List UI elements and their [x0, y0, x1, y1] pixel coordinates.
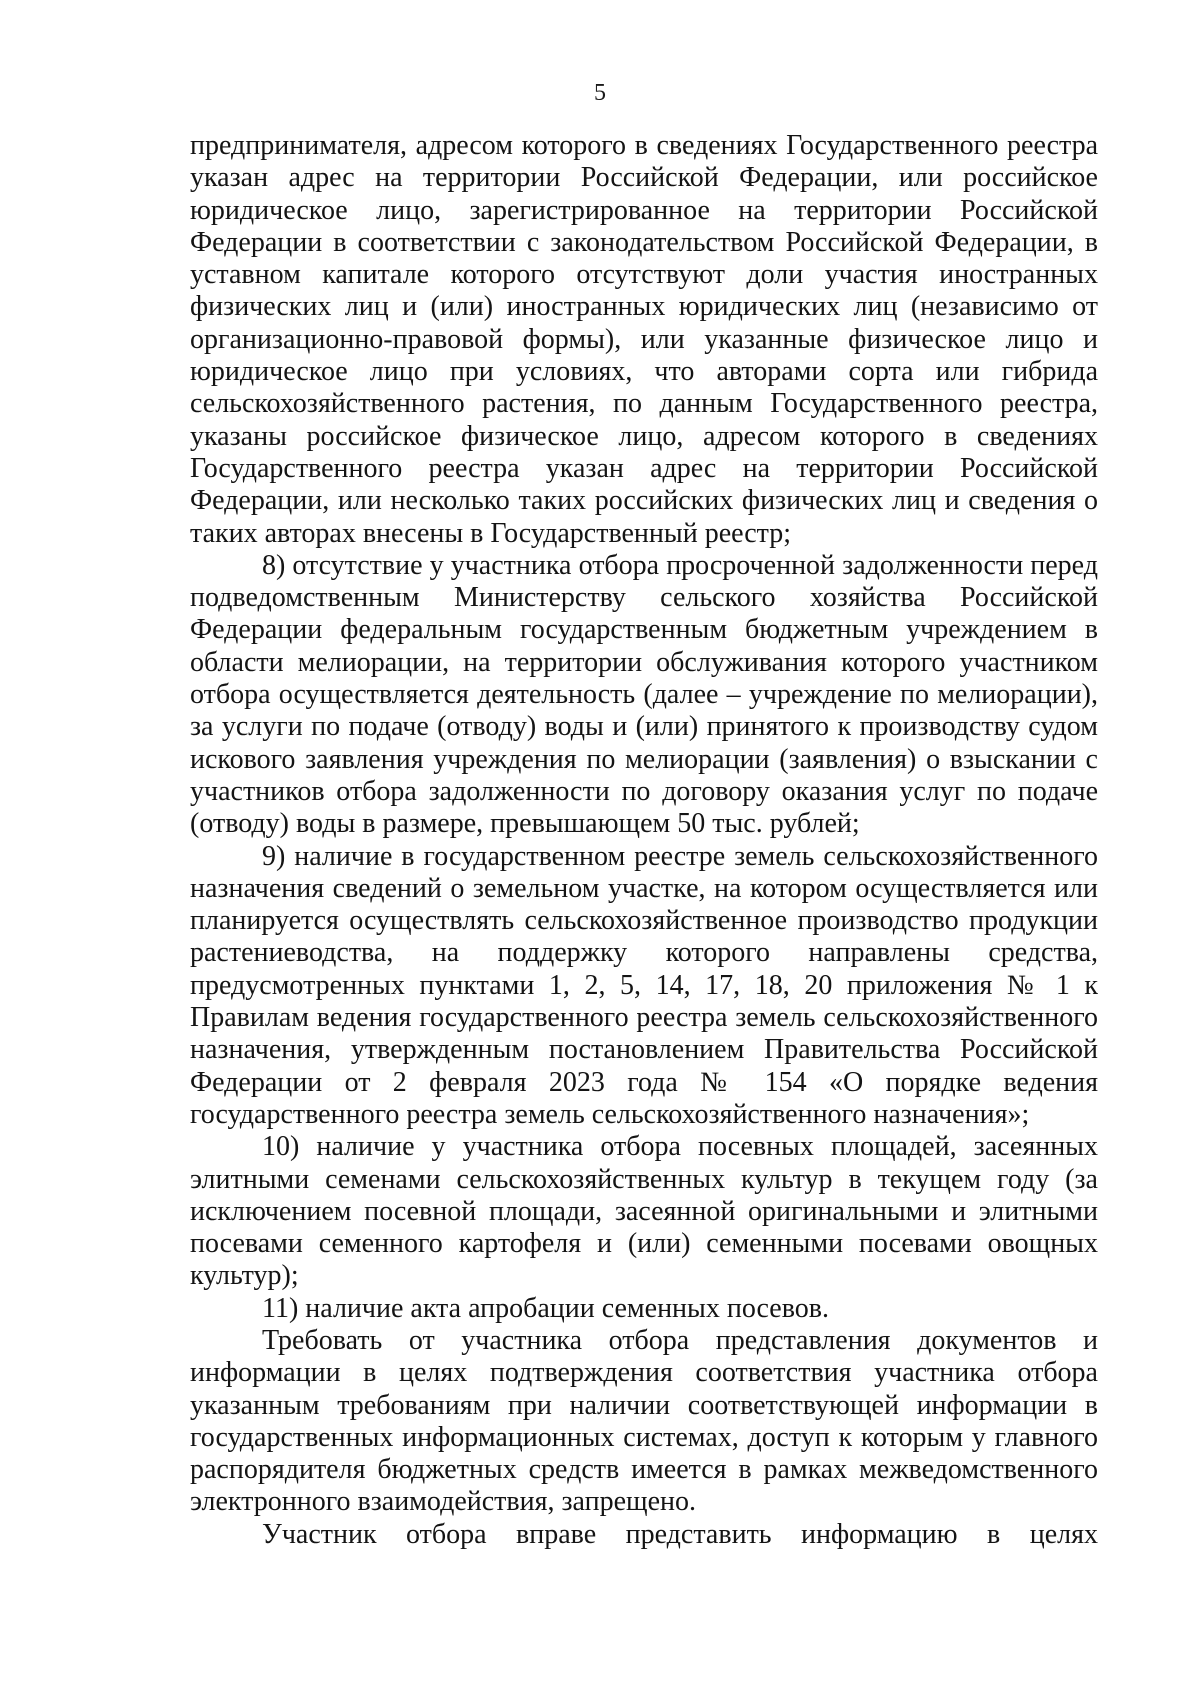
- page-number: 5: [594, 80, 606, 106]
- paragraph-item-10: 10) наличие у участника отбора посевных площадей, засеянных элитными семенами сельскохозяйственных культур в текущем году (за исключением посевной площади, засеянной оригинальными и элитными посевами семенного картофеля и (или) семенными посевами овощных культур);: [190, 1131, 1098, 1292]
- paragraph-item-11: 11) наличие акта апробации семенных посевов.: [262, 1292, 829, 1324]
- paragraph-item-8: 8) отсутствие у участника отбора просроченной задолженности перед подведомственным Министерству сельского хозяйства Российской Федерации федеральным государственным бюджетным учреждением в области мелиорации, на территории обслуживания которого участником отбора осуществляется деятельность (далее – учреждение по мелиорации), за услуги по подаче (отводу) воды и (или) принятого к производству судом искового заявления учреждения по мелиорации (заявления) о взыскании с участников отбора задолженности по договору оказания услуг по подаче (отводу) воды в размере, превышающем 50 тыс. рублей;: [190, 549, 1098, 840]
- paragraph-participant-right: Участник отбора вправе представить информацию в целях: [262, 1518, 1098, 1550]
- paragraph-continuation: предпринимателя, адресом которого в сведениях Государственного реестра указан адрес на территории Российской Федерации, или российское юридическое лицо, зарегистрированное на территории Российской Федерации в соответствии с законодательством Российской Федерации, в уставном капитале которого отсутствуют доли участия иностранных физических лиц и (или) иностранных юридических лиц (независимо от организационно-правовой формы), или указанные физическое лицо и юридическое лицо при условиях, что авторами сорта или гибрида сельскохозяйственного растения, по данным Государственного реестра, указаны российское физическое лицо, адресом которого в сведениях Государственного реестра указан адрес на территории Российской Федерации, или несколько таких российских физических лиц и сведения о таких авторах внесены в Государственный реестр;: [190, 130, 1098, 549]
- document-body: [190, 130, 1098, 1551]
- paragraph-prohibition: Требовать от участника отбора представления документов и информации в целях подтверждения соответствия участника отбора указанным требованиям при наличии соответствующей информации в государственных информационных системах, доступ к которым у главного распорядителя бюджетных средств имеется в рамках межведомственного электронного взаимодействия, запрещено.: [190, 1324, 1098, 1518]
- paragraph-item-9: 9) наличие в государственном реестре земель сельскохозяйственного назначения сведений о земельном участке, на котором осуществляется или планируется осуществлять сельскохозяйственное производство продукции растениеводства, на поддержку которого направлены средства, предусмотренных пунктами 1, 2, 5, 14, 17, 18, 20 приложения № 1 к Правилам ведения государственного реестра земель сельскохозяйственного назначения, утвержденным постановлением Правительства Российской Федерации от 2 февраля 2023 года № 154 «О порядке ведения государственного реестра земель сельскохозяйственного назначения»;: [190, 840, 1098, 1130]
